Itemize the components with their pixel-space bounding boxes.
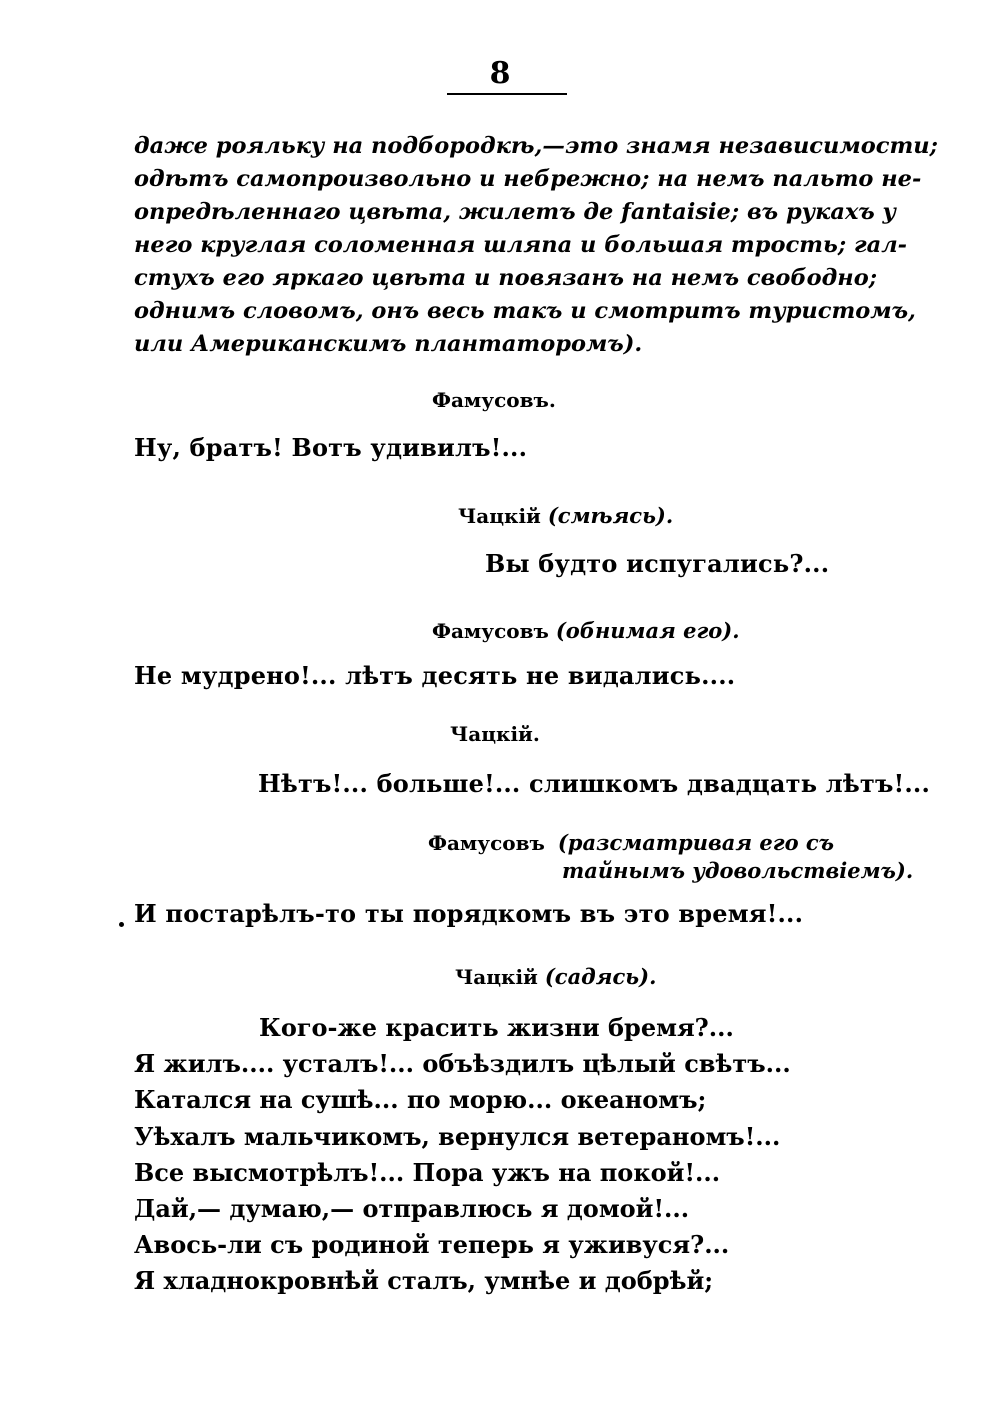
verse-line: Авось-ли съ родиной теперь я уживуся?... [134, 1230, 730, 1260]
stage-direction-line: одѣтъ самопроизвольно и небрежно; на немъ пальто не- [134, 166, 922, 192]
speaker-name: Фамусовъ [432, 619, 549, 643]
speech-line: Вы будто испугались?... [485, 549, 830, 578]
stage-direction-line: него круглая соломенная шляпа и большая трость; гал- [134, 232, 908, 258]
speaker-name: Чацкій [455, 965, 538, 989]
verse-line: Я жилъ.... усталъ!... объѣздилъ цѣлый свѣтъ... [134, 1049, 791, 1079]
speaker-direction: (смѣясь). [547, 503, 674, 528]
stage-direction-line: или Американскимъ плантаторомъ). [134, 331, 643, 357]
verse-line: Я хладнокровнѣй сталъ, умнѣе и добрѣй; [134, 1266, 714, 1296]
verse-line: Все высмотрѣлъ!... Пора ужъ на покой!... [134, 1157, 721, 1187]
verse-block [134, 1010, 791, 1300]
stage-direction-line: однимъ словомъ, онъ весь такъ и смотритъ туристомъ, [134, 298, 916, 324]
speaker-heading [432, 386, 556, 414]
speaker-name: Чацкій. [450, 722, 540, 746]
speech-line: И постарѣлъ-то ты порядкомъ въ это время!... [134, 899, 804, 928]
speaker-name: Фамусовъ [428, 831, 545, 855]
speaker-name: Фамусовъ. [432, 388, 556, 412]
verse-line: Дай,— думаю,— отправлюсь я домой!... [134, 1194, 690, 1224]
page-number-rule [447, 93, 567, 95]
speaker-name: Чацкій [458, 504, 541, 528]
page-number: 8 [489, 56, 511, 91]
speaker-heading [450, 720, 540, 748]
speaker-heading [458, 502, 673, 530]
stage-direction-line: даже рояльку на подбородкѣ,—это знамя независимости; [134, 133, 938, 159]
speaker-heading [455, 963, 656, 991]
speaker-heading [432, 617, 740, 645]
stage-direction [134, 130, 938, 361]
verse-line: Уѣхалъ мальчикомъ, вернулся ветераномъ!... [134, 1121, 781, 1151]
speaker-direction: (разсматривая его съ [557, 830, 834, 855]
speaker-direction: (садясь). [544, 964, 657, 989]
speaker-heading [428, 829, 834, 857]
margin-mark-dot [119, 922, 124, 927]
verse-line: Кого-же красить жизни бремя?... [259, 1013, 734, 1042]
stage-direction-line: стухъ его яркаго цвѣта и повязанъ на немъ свободно; [134, 265, 878, 291]
speech-line: Ну, братъ! Вотъ удивилъ!... [134, 433, 528, 462]
speech-line: Нѣтъ!... больше!... слишкомъ двадцать лѣтъ!... [258, 769, 931, 798]
verse-line: Катался на сушѣ... по морю... океаномъ; [134, 1085, 707, 1115]
speech-line: Не мудрено!... лѣтъ десять не видались.... [134, 661, 736, 690]
stage-direction-line: опредѣленнаго цвѣта, жилетъ де fantaisie; въ рукахъ у [134, 199, 897, 225]
speaker-direction: тайнымъ удовольствіемъ). [562, 858, 914, 883]
speaker-direction: (обнимая его). [555, 618, 740, 643]
speaker-direction-continued [562, 857, 913, 885]
